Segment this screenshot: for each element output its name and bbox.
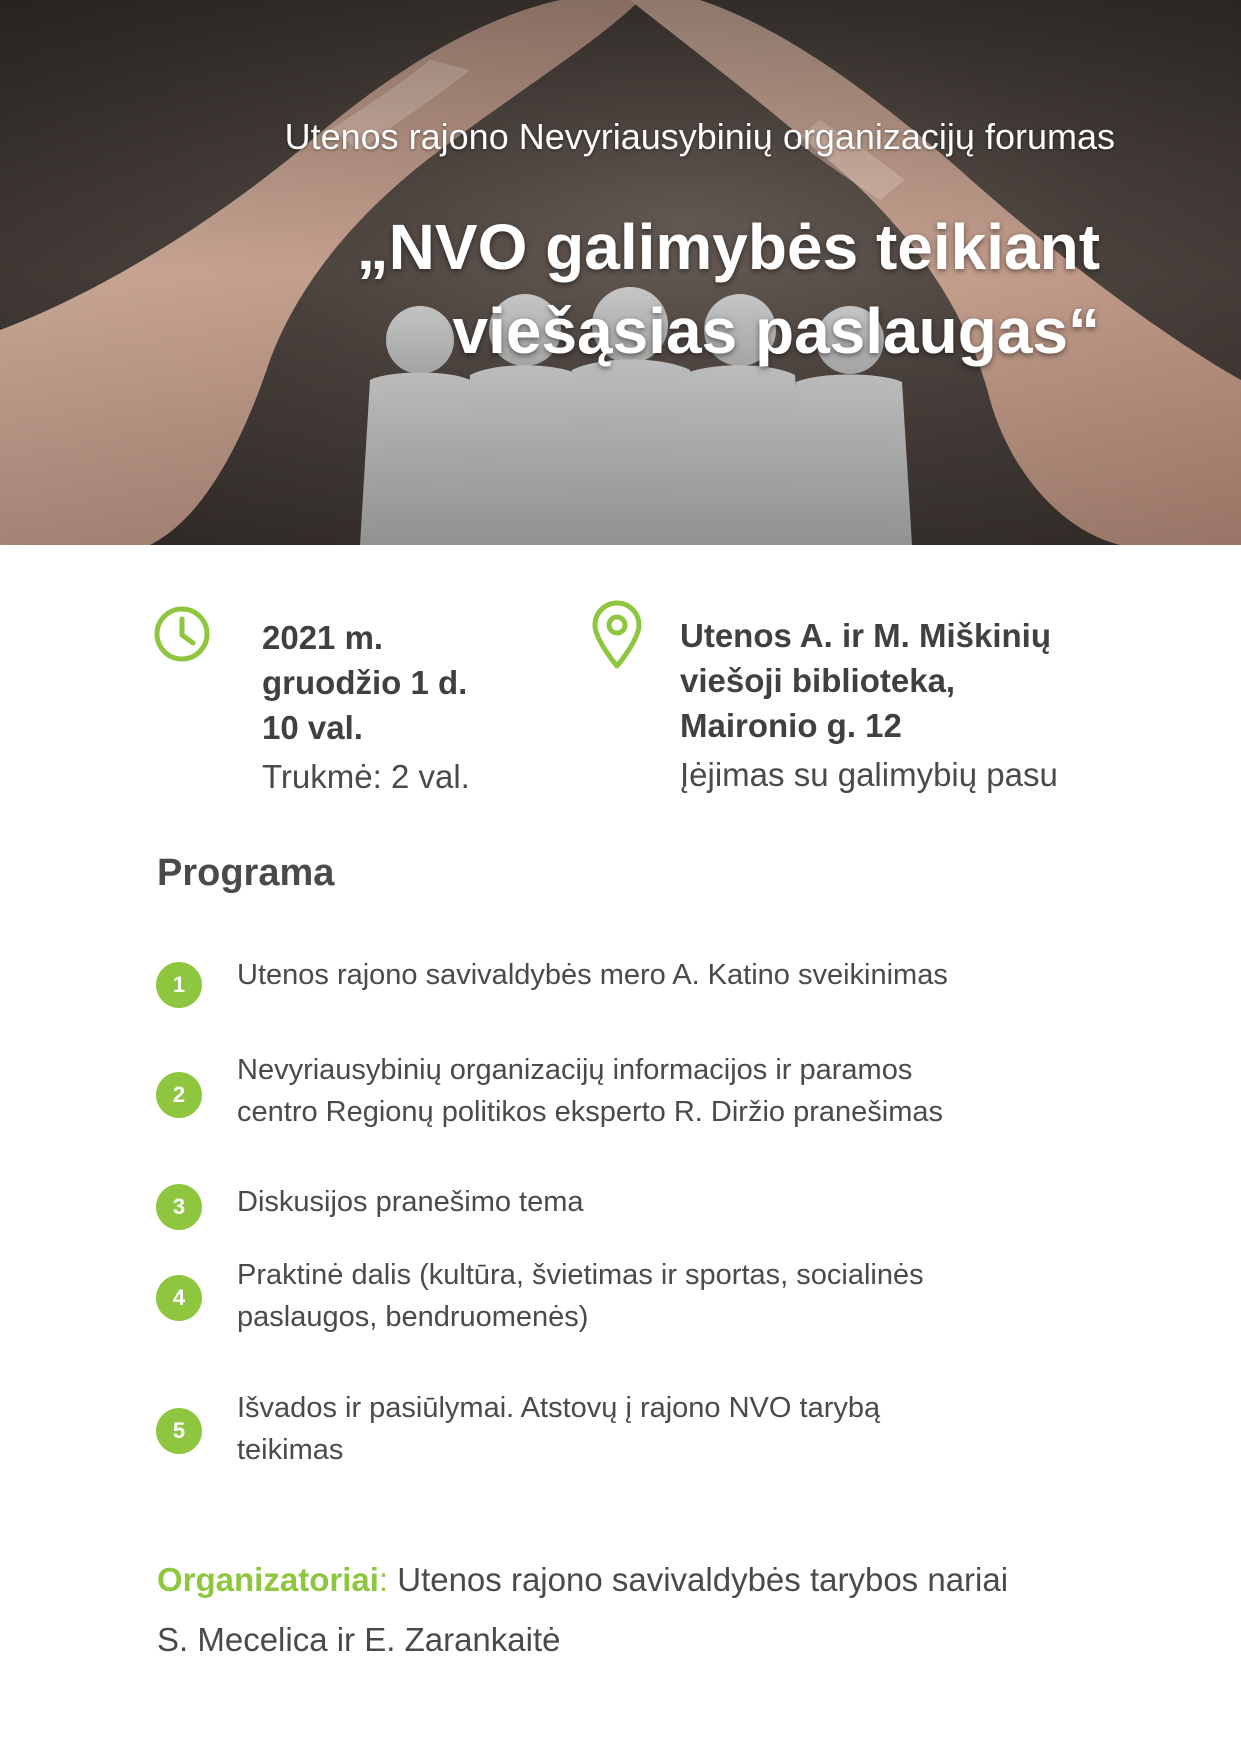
organizers-names: S. Mecelica ir E. Zarankaitė [157, 1621, 561, 1658]
program-heading: Programa [157, 852, 335, 894]
program-item-text: Išvados ir pasiūlymai. Atstovų į rajono NVO tarybą teikimas [237, 1392, 881, 1466]
location-line: Maironio g. 12 [680, 707, 902, 744]
step-number-badge: 3 [156, 1184, 202, 1230]
hero-banner [0, 0, 1241, 545]
organizers-text: Utenos rajono savivaldybės tarybos nariai [388, 1561, 1009, 1598]
program-item-text: Nevyriausybinių organizacijų informacijos ir paramos centro Regionų politikos eksperto R. Diržio pranešimas [237, 1054, 943, 1128]
date-line: gruodžio 1 d. [262, 664, 468, 701]
step-number-badge: 2 [156, 1072, 202, 1118]
location-pin-icon [590, 600, 644, 675]
duration: Trukmė: 2 val. [262, 758, 470, 795]
hero-subtitle: Utenos rajono Nevyriausybinių organizacijų forumas [284, 116, 1115, 157]
step-number-badge: 1 [156, 962, 202, 1008]
step-number-badge: 5 [156, 1408, 202, 1454]
step-number-badge: 4 [156, 1275, 202, 1321]
hero-title [0, 205, 1100, 373]
clock-icon [153, 605, 211, 668]
date-line: 2021 m. [262, 619, 384, 656]
organizers-line [157, 1550, 1117, 1610]
organizers-separator: : [378, 1561, 389, 1598]
location-line: Utenos A. ir M. Miškinių [680, 617, 1051, 654]
hero-title-line: viešąsias paslaugas“ [452, 295, 1100, 367]
program-item-text: Utenos rajono savivaldybės mero A. Katino sveikinimas [237, 959, 948, 991]
event-location [680, 613, 1160, 797]
organizers-label: Organizatoriai [157, 1561, 379, 1598]
hero-title-line: „NVO galimybės teikiant [356, 211, 1100, 283]
program-item-text: Diskusijos pranešimo tema [237, 1186, 584, 1218]
organizers [157, 1550, 1117, 1670]
event-datetime [262, 615, 562, 799]
time-line: 10 val. [262, 709, 363, 746]
program-item-text: Praktinė dalis (kultūra, švietimas ir sportas, socialinės paslaugos, bendruomenės) [237, 1259, 924, 1333]
location-line: viešoji biblioteka, [680, 662, 956, 699]
entry-note: Įėjimas su galimybių pasu [680, 756, 1058, 793]
